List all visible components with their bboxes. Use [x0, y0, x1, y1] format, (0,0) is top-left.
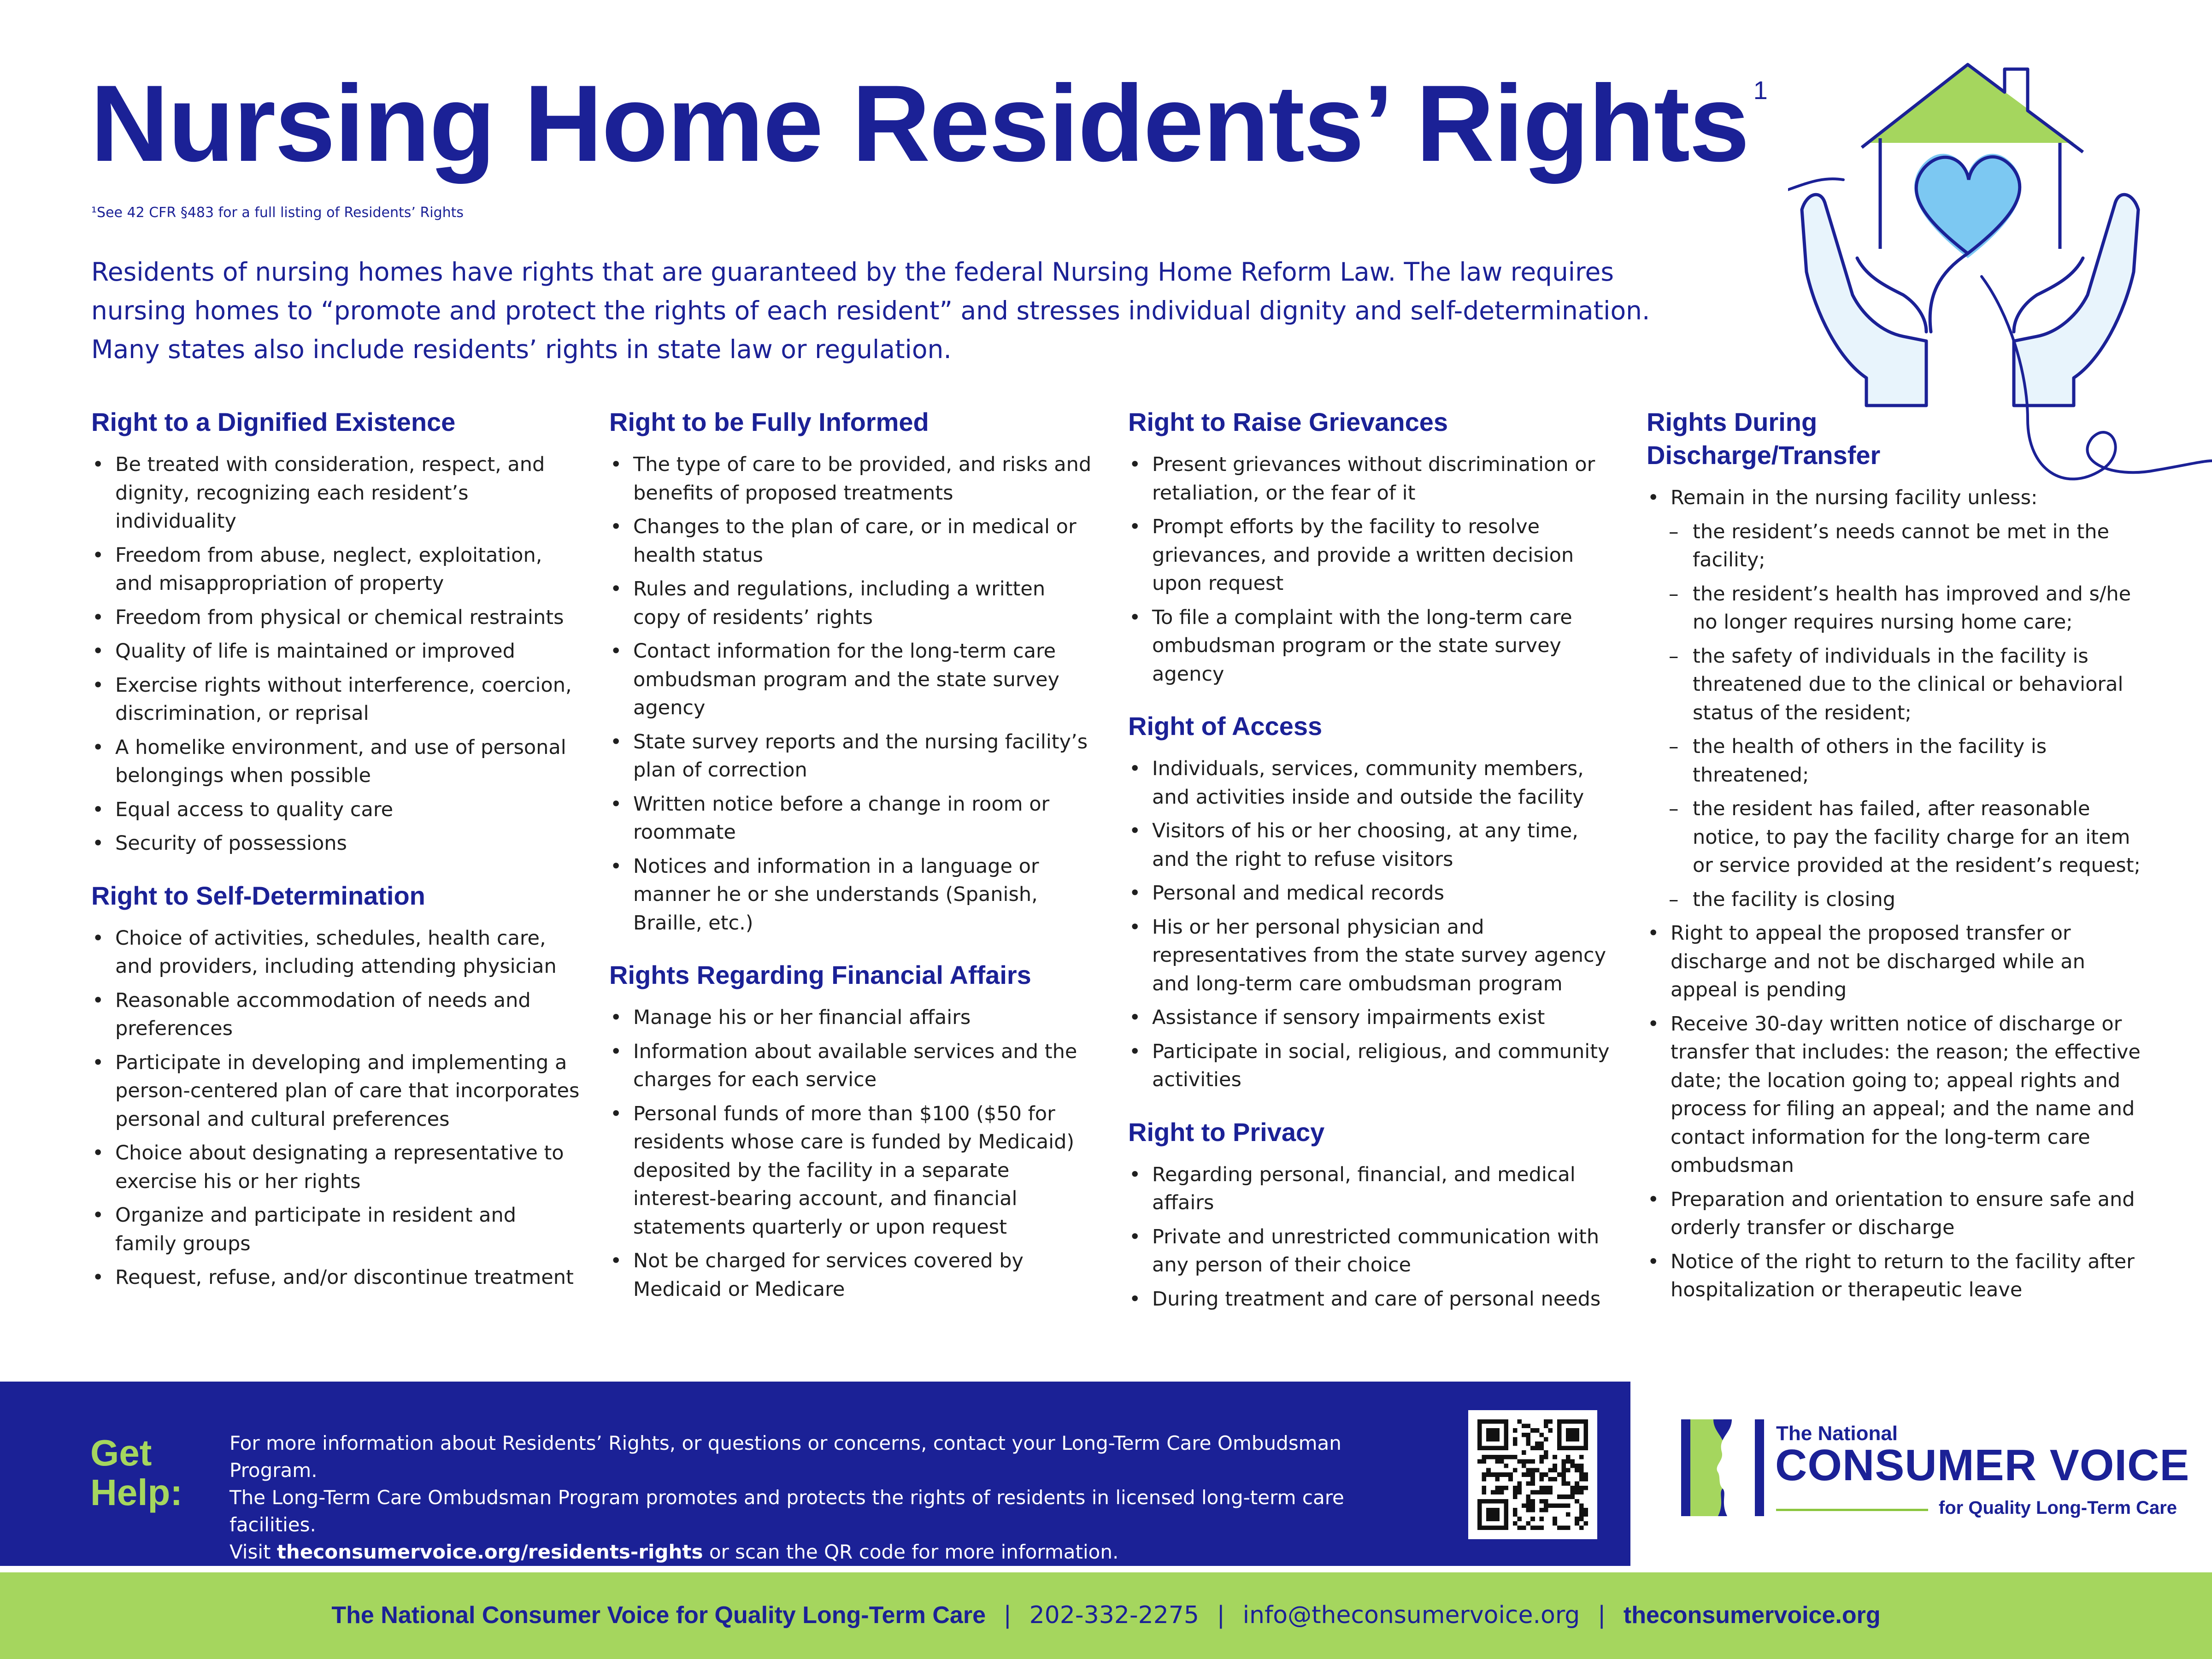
footer-phone[interactable]: 202-332-2275 — [1029, 1601, 1199, 1629]
list-item — [1647, 484, 2144, 512]
get-help-line-2: Help: — [90, 1472, 182, 1513]
logo-divider — [1776, 1509, 1928, 1511]
list-item: • Freedom from abuse, neglect, exploitation, and misappropriation of property — [91, 541, 580, 598]
list-item: • A homelike environment, and use of personal belongings when possible — [91, 734, 580, 790]
list-item: • Right to appeal the proposed transfer or discharge and not be discharged while an appeal is pending — [1647, 919, 2144, 1005]
intro-paragraph: Residents of nursing homes have rights that are guaranteed by the federal Nursing Home Reform Law. The law requires nursing homes to “promote and protect the rights of each resident” and stresses individual dignity and self-determination. Many states also include residents’ rights in state law or regulation. — [91, 257, 1650, 364]
footer-separator: | — [1003, 1601, 1012, 1629]
list-item: • Security of possessions — [91, 830, 580, 858]
rights-list — [1128, 1161, 1617, 1314]
rights-list — [91, 924, 580, 1292]
section-title: Right to a Dignified Existence — [91, 407, 456, 436]
list-item: • Assistance if sensory impairments exist — [1128, 1004, 1617, 1032]
sub-list-item: – the facility is closing — [1647, 886, 2144, 914]
list-item: • Notice of the right to return to the facility after hospitalization or therapeutic leave — [1647, 1248, 2144, 1305]
list-item: • Preparation and orientation to ensure safe and orderly transfer or discharge — [1647, 1186, 2144, 1242]
list-item: • Be treated with consideration, respect, and dignity, recognizing each resident’s individuality — [91, 451, 580, 536]
rights-list — [1647, 484, 2144, 512]
footer-org-name: The National Consumer Voice for Quality Long-Term Care — [331, 1602, 986, 1629]
list-item: • Manage his or her financial affairs — [609, 1004, 1098, 1032]
section-title: Rights During Discharge/Transfer — [1647, 407, 1881, 470]
list-item: • His or her personal physician and representatives from the state survey agency and long-term care ombudsman program — [1128, 913, 1617, 999]
footer-separator: | — [1597, 1601, 1606, 1629]
section-dignified-existence — [91, 406, 580, 858]
rights-list — [1647, 919, 2144, 1305]
title-footnote-marker: 1 — [1753, 76, 1767, 105]
column-3 — [1128, 406, 1617, 1319]
list-item: • During treatment and care of personal needs — [1128, 1285, 1617, 1314]
list-item: • Personal and medical records — [1128, 879, 1617, 908]
rights-list — [609, 451, 1098, 937]
list-item: • Receive 30-day written notice of discharge or transfer that includes: the reason; the effective date; the location going to; appeal rights and process for filing an appeal; and the name and contact information for the long-term care ombudsman — [1647, 1010, 2144, 1180]
list-item: • Participate in developing and implementing a person-centered plan of care that incorporates personal and cultural preferences — [91, 1049, 580, 1134]
help-visit-text: Visit — [229, 1541, 277, 1563]
section-financial-affairs — [609, 959, 1098, 1304]
section-title: Right of Access — [1128, 712, 1323, 741]
footer-website[interactable]: theconsumervoice.org — [1623, 1602, 1881, 1629]
help-text-line-3 — [229, 1538, 1428, 1565]
qr-code-graphic — [1477, 1419, 1588, 1530]
logo-small-text: The National — [1776, 1422, 1898, 1445]
section-discharge-transfer — [1647, 406, 2144, 1305]
column-4 — [1647, 406, 2144, 1310]
list-item: • Changes to the plan of care, or in medical or health status — [609, 513, 1098, 570]
list-item: • Information about available services and the charges for each service — [609, 1038, 1098, 1094]
section-title: Right to Privacy — [1128, 1117, 1325, 1147]
list-item: • Visitors of his or her choosing, at any time, and the right to refuse visitors — [1128, 817, 1617, 874]
help-text-line-2: The Long-Term Care Ombudsman Program promotes and protects the rights of residents in licensed long-term care facilities. — [229, 1486, 1344, 1536]
section-title: Right to Raise Grievances — [1128, 407, 1448, 436]
sub-list-item: – the safety of individuals in the facility is threatened due to the clinical or behavioral status of the resident; — [1647, 642, 2144, 728]
rights-list — [1128, 451, 1617, 688]
list-item: • Quality of life is maintained or improved — [91, 637, 580, 666]
column-1 — [91, 406, 580, 1298]
help-text-line-1: For more information about Residents’ Rights, or questions or concerns, contact your Long-Term Care Ombudsman Program. — [229, 1432, 1341, 1482]
list-item: • Written notice before a change in room or roommate — [609, 790, 1098, 847]
section-title: Right to be Fully Informed — [609, 407, 929, 436]
section-raise-grievances — [1128, 406, 1617, 688]
list-item: • Freedom from physical or chemical restraints — [91, 604, 580, 632]
logo-big-text: CONSUMER VOICE — [1775, 1441, 2190, 1490]
rights-list — [1128, 755, 1617, 1094]
list-item: • Regarding personal, financial, and medical affairs — [1128, 1161, 1617, 1218]
list-item: • Participate in social, religious, and community activities — [1128, 1038, 1617, 1094]
section-privacy — [1128, 1116, 1617, 1314]
rights-list — [609, 1004, 1098, 1304]
sub-list-item: – the resident has failed, after reasonable notice, to pay the facility charge for an item or service provided at the resident’s request; — [1647, 795, 2144, 880]
list-item: • Individuals, services, community members, and activities inside and outside the facility — [1128, 755, 1617, 812]
list-item: • Private and unrestricted communication with any person of their choice — [1128, 1223, 1617, 1280]
section-access — [1128, 710, 1617, 1094]
list-item-text: Remain in the nursing facility unless: — [1671, 486, 2038, 509]
list-item: • Choice about designating a representative to exercise his or her rights — [91, 1139, 580, 1196]
list-item: • Not be charged for services covered by Medicaid or Medicare — [609, 1247, 1098, 1304]
help-scan-text: or scan the QR code for more information. — [703, 1541, 1119, 1563]
list-item: • To file a complaint with the long-term care ombudsman program or the state survey agency — [1128, 604, 1617, 689]
qr-code-icon[interactable] — [1468, 1410, 1597, 1539]
list-item: • Equal access to quality care — [91, 796, 580, 824]
list-item: • Rules and regulations, including a written copy of residents’ rights — [609, 575, 1098, 632]
logo-tagline: for Quality Long-Term Care — [1938, 1498, 2177, 1518]
section-self-determination — [91, 879, 580, 1292]
list-item: • State survey reports and the nursing facility’s plan of correction — [609, 728, 1098, 785]
section-fully-informed — [609, 406, 1098, 937]
list-item: • Exercise rights without interference, coercion, discrimination, or reprisal — [91, 671, 580, 728]
list-item: • Present grievances without discrimination or retaliation, or the fear of it — [1128, 451, 1617, 507]
section-title: Right to Self-Determination — [91, 881, 425, 910]
list-item: • Choice of activities, schedules, health care, and providers, including attending physician — [91, 924, 580, 981]
list-item: • Contact information for the long-term care ombudsman program and the state survey agency — [609, 637, 1098, 723]
footer-contact — [0, 1599, 2212, 1631]
sub-list-item: – the health of others in the facility is threatened; — [1647, 733, 2144, 789]
list-item: • Organize and participate in resident and family groups — [91, 1201, 580, 1258]
footer-email[interactable]: info@theconsumervoice.org — [1242, 1601, 1580, 1629]
list-item: • Reasonable accommodation of needs and preferences — [91, 987, 580, 1043]
column-2 — [609, 406, 1098, 1309]
list-item: • The type of care to be provided, and risks and benefits of proposed treatments — [609, 451, 1098, 507]
consumer-voice-faces-icon — [1681, 1419, 1764, 1516]
footnote: ¹See 42 CFR §483 for a full listing of Residents’ Rights — [91, 205, 464, 221]
consumer-voice-logo — [1681, 1419, 2190, 1530]
rights-list — [91, 451, 580, 858]
list-item: • Request, refuse, and/or discontinue treatment — [91, 1264, 580, 1292]
list-item: • Notices and information in a language or manner he or she understands (Spanish, Braille, etc.) — [609, 853, 1098, 938]
sub-list — [1647, 518, 2144, 914]
get-help-label — [90, 1433, 182, 1512]
help-text — [229, 1430, 1428, 1565]
list-item: • Personal funds of more than $100 ($50 for residents whose care is funded by Medicaid) deposited by the facility in a separate interest-bearing account, and financial statements quarterly or upon request — [609, 1100, 1098, 1242]
list-item: • Prompt efforts by the facility to resolve grievances, and provide a written decision upon request — [1128, 513, 1617, 598]
footer-separator: | — [1217, 1601, 1225, 1629]
sub-list-item: – the resident’s needs cannot be met in the facility; — [1647, 518, 2144, 575]
get-help-line-1: Get — [90, 1432, 152, 1473]
page-title — [90, 63, 1767, 184]
sub-list-item: – the resident’s health has improved and s/he no longer requires nursing home care; — [1647, 580, 2144, 637]
residents-rights-link[interactable]: theconsumervoice.org/residents-rights — [276, 1541, 703, 1563]
section-title: Rights Regarding Financial Affairs — [609, 960, 1031, 989]
title-text: Nursing Home Residents’ Rights — [90, 63, 1749, 184]
